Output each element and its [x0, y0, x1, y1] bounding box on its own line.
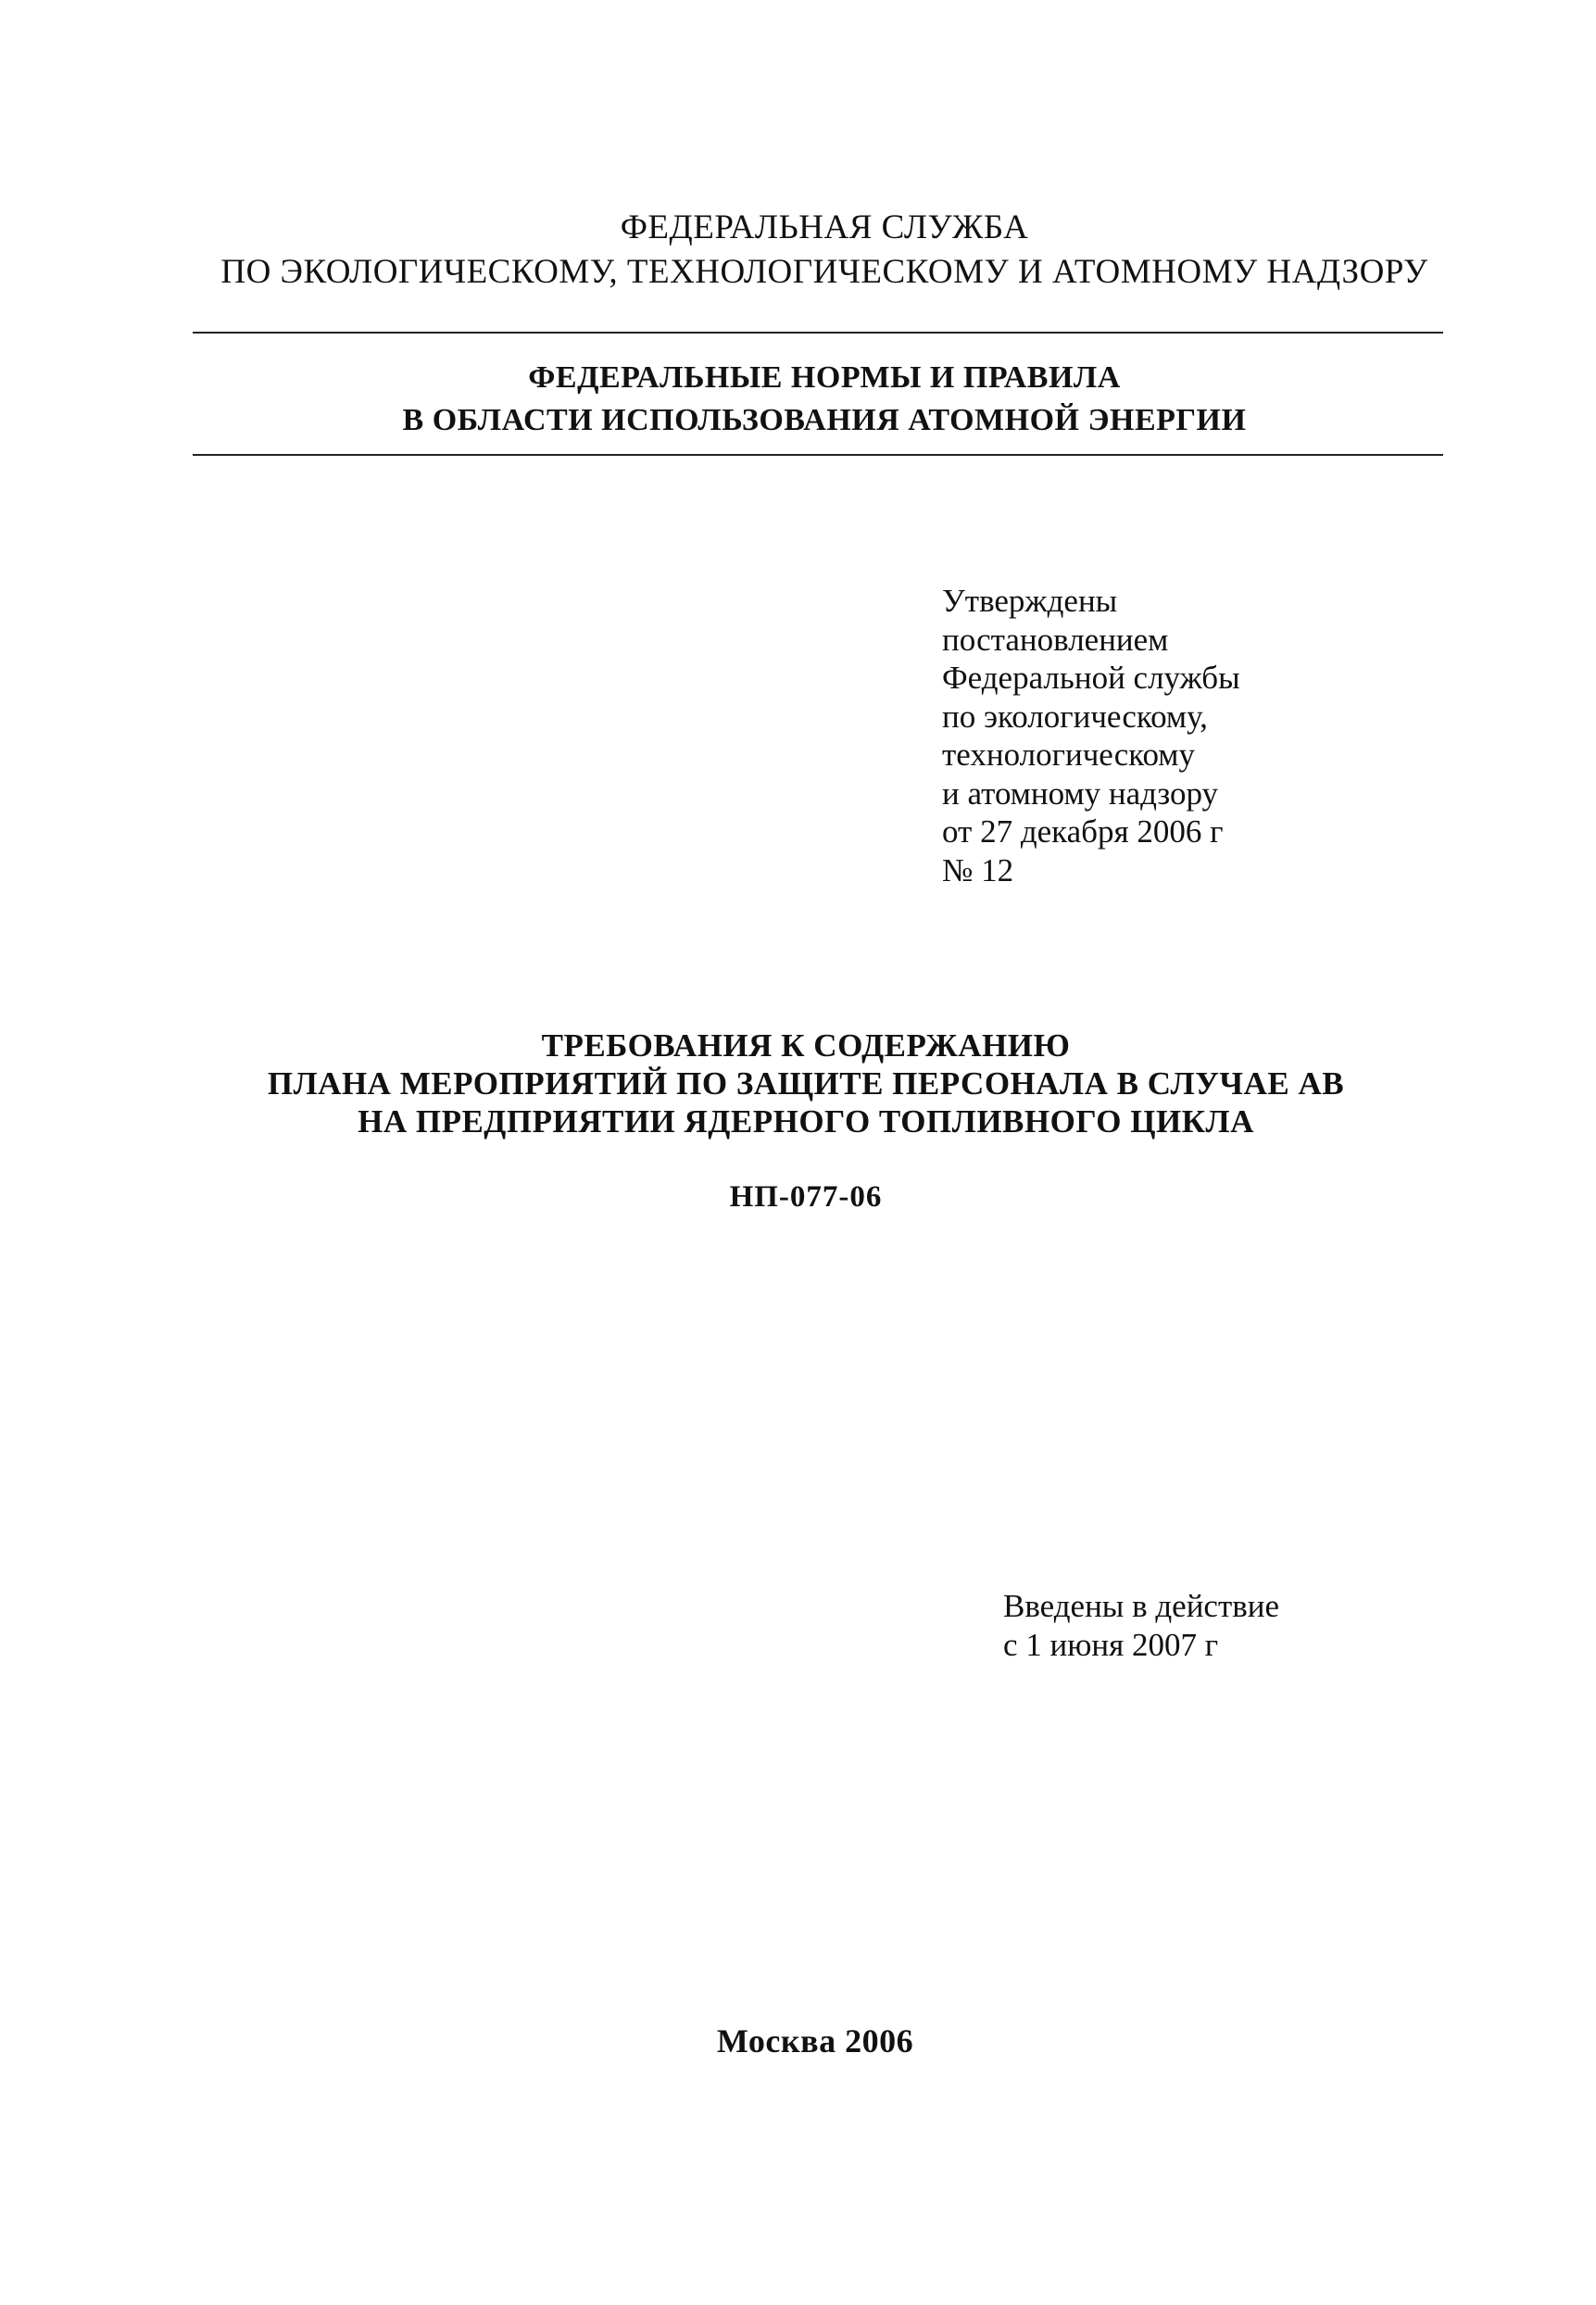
approval-line: и атомному надзору — [942, 775, 1219, 812]
approval-block — [942, 582, 1442, 889]
norms-heading — [185, 357, 1464, 442]
approval-line: Утверждены — [942, 583, 1118, 619]
divider-bottom — [193, 454, 1443, 456]
document-title — [232, 1027, 1380, 1140]
document-title-line-2: ПЛАНА МЕРОПРИЯТИЙ ПО ЗАЩИТЕ ПЕРСОНАЛА В СЛУЧАЕ АВ — [267, 1065, 1345, 1102]
effective-date-block — [1003, 1587, 1429, 1665]
agency-name-line-2: ПО ЭКОЛОГИЧЕСКОМУ, ТЕХНОЛОГИЧЕСКОМУ И АТОМНОМУ НАДЗОРУ — [220, 253, 1428, 291]
approval-line: от 27 декабря 2006 г — [942, 813, 1224, 850]
approval-line: постановлением — [942, 621, 1169, 658]
effective-line-1: Введены в действие — [1003, 1588, 1280, 1624]
approval-line: по экологическому, — [942, 698, 1208, 735]
agency-name — [185, 206, 1464, 295]
approval-line: технологическому — [942, 737, 1195, 773]
agency-name-line-1: ФЕДЕРАЛЬНАЯ СЛУЖБА — [620, 208, 1029, 246]
effective-line-2: с 1 июня 2007 г — [1003, 1627, 1219, 1663]
approval-line: Федеральной службы — [942, 660, 1240, 696]
document-code: НП-077-06 — [729, 1180, 883, 1214]
place-and-year: Москва 2006 — [716, 2022, 914, 2059]
document-title-line-1: ТРЕБОВАНИЯ К СОДЕРЖАНИЮ — [541, 1027, 1071, 1064]
divider-top — [193, 332, 1443, 334]
norms-heading-line-1: ФЕДЕРАЛЬНЫЕ НОРМЫ И ПРАВИЛА — [528, 360, 1121, 395]
approval-line: № 12 — [942, 851, 1014, 888]
document-title-line-3: НА ПРЕДПРИЯТИИ ЯДЕРНОГО ТОПЛИВНОГО ЦИКЛА — [358, 1103, 1254, 1140]
norms-heading-line-2: В ОБЛАСТИ ИСПОЛЬЗОВАНИЯ АТОМНОЙ ЭНЕРГИИ — [402, 403, 1247, 437]
